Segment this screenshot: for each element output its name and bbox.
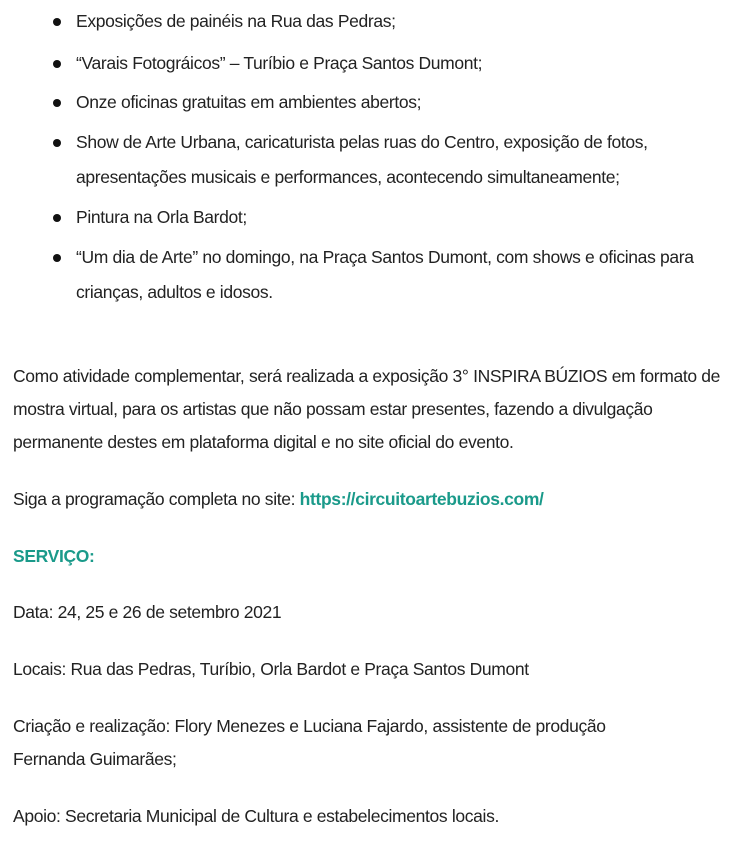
support-text: Apoio: Secretaria Municipal de Cultura e estabelecimentos locais. bbox=[13, 806, 499, 826]
creation-text: Criação e realização: Flory Menezes e Luciana Fajardo, assistente de produção Fernanda Guimarães; bbox=[13, 716, 606, 769]
list-item bbox=[76, 240, 726, 310]
service-heading: SERVIÇO: bbox=[13, 546, 95, 566]
list-item-text: “Varais Fotográicos” – Turíbio e Praça Santos Dumont; bbox=[76, 53, 483, 73]
complementary-paragraph: Como atividade complementar, será realizada a exposição 3° INSPIRA BÚZIOS em formato de mostra virtual, para os artistas que não possam estar presentes, fazendo a divulgação permanente destes em plataforma digital e no site oficial do evento. bbox=[13, 366, 721, 452]
bullet-icon bbox=[53, 60, 61, 68]
program-link[interactable]: https://circuitoartebuzios.com/ bbox=[299, 489, 544, 509]
date-text: Data: 24, 25 e 26 de setembro 2021 bbox=[13, 602, 282, 622]
bullet-icon bbox=[53, 99, 61, 107]
list-item bbox=[76, 125, 726, 195]
list-item-text: Show de Arte Urbana, caricaturista pelas ruas do Centro, exposição de fotos, apresentações musicais e performances, acontecendo simultaneamente; bbox=[76, 132, 648, 187]
program-text: Siga a programação completa no site: bbox=[13, 489, 300, 509]
list-item bbox=[76, 46, 726, 81]
bullet-icon bbox=[53, 214, 61, 222]
program-paragraph bbox=[13, 483, 733, 516]
list-item bbox=[76, 200, 726, 235]
bullet-icon bbox=[53, 254, 61, 262]
bullet-icon bbox=[53, 139, 61, 147]
list-item-text: Pintura na Orla Bardot; bbox=[76, 207, 247, 227]
list-item bbox=[76, 85, 726, 120]
locations-text: Locais: Rua das Pedras, Turíbio, Orla Bardot e Praça Santos Dumont bbox=[13, 659, 529, 679]
bullet-icon bbox=[53, 18, 61, 26]
list-item-text: Exposições de painéis na Rua das Pedras; bbox=[76, 11, 396, 31]
list-item-text: Onze oficinas gratuitas em ambientes abertos; bbox=[76, 92, 422, 112]
list-item-text: “Um dia de Arte” no domingo, na Praça Santos Dumont, com shows e oficinas para crianças, adultos e idosos. bbox=[76, 247, 694, 302]
list-item bbox=[76, 4, 726, 39]
